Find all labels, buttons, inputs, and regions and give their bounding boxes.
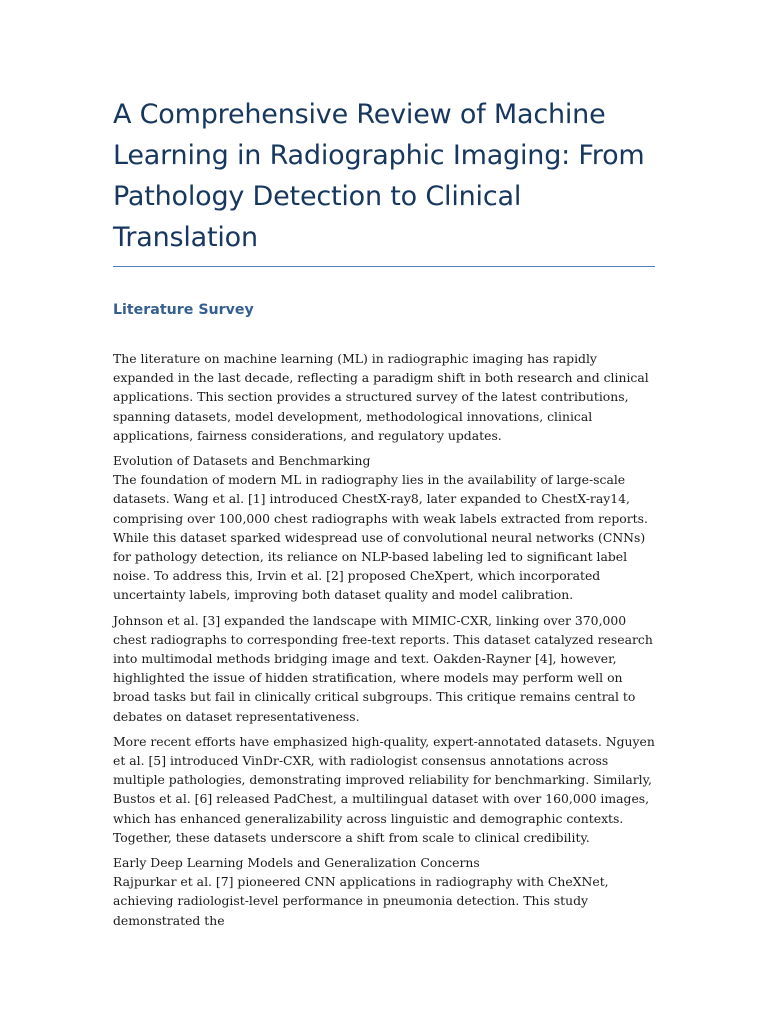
subsection-heading-early-models: Early Deep Learning Models and Generalization Concerns [113, 855, 480, 871]
document-title: A Comprehensive Review of Machine Learning in Radiographic Imaging: From Pathology Detection to Clinical Translation [113, 99, 645, 253]
section-heading-literature-survey: Literature Survey [113, 302, 254, 318]
datasets-paragraph-2: Johnson et al. [3] expanded the landscape with MIMIC-CXR, linking over 370,000 chest radiographs to corresponding free-text reports. This dataset catalyzed research into multimodal methods bridging image and text. Oakden-Rayner [4], however, highlighted the issue of hidden stratification, where models may perform well on broad tasks but fail in clinically critical subgroups. This critique remains central to debates on dataset representativeness. [113, 612, 653, 724]
intro-paragraph: The literature on machine learning (ML) in radiographic imaging has rapidly expanded in the last decade, reflecting a paradigm shift in both research and clinical applications. This section provides a structured survey of the latest contributions, spanning datasets, model development, methodological innovations, clinical applications, fairness considerations, and regulatory updates. [113, 351, 649, 443]
datasets-paragraph-1: The foundation of modern ML in radiography lies in the availability of large-scale datasets. Wang et al. [1] introduced ChestX-ray8, later expanded to ChestX-ray14, comprising over 100,000 chest radiographs with weak labels extracted from reports. While this dataset sparked widespread use of convolutional neural networks (CNNs) for pathology detection, its reliance on NLP-based labeling led to significant label noise. To address this, Irvin et al. [2] proposed CheXpert, which incorporated uncertainty labels, improving both dataset quality and model calibration. [113, 472, 648, 603]
early-models-paragraph-1: Rajpurkar et al. [7] pioneered CNN applications in radiography with CheXNet, achieving radiologist-level performance in pneumonia detection. This study demonstrated the [113, 874, 609, 928]
document-page [113, 0, 655, 930]
subsection-heading-datasets: Evolution of Datasets and Benchmarking [113, 453, 371, 469]
datasets-paragraph-3: More recent efforts have emphasized high-quality, expert-annotated datasets. Nguyen et al. [5] introduced VinDr-CXR, with radiologist consensus annotations across multiple pathologies, demonstrating improved reliability for benchmarking. Similarly, Bustos et al. [6] released PadChest, a multilingual dataset with over 160,000 images, which has enhanced generalizability across linguistic and demographic contexts. Together, these datasets underscore a shift from scale to clinical credibility. [113, 733, 655, 845]
title-divider [113, 266, 655, 267]
